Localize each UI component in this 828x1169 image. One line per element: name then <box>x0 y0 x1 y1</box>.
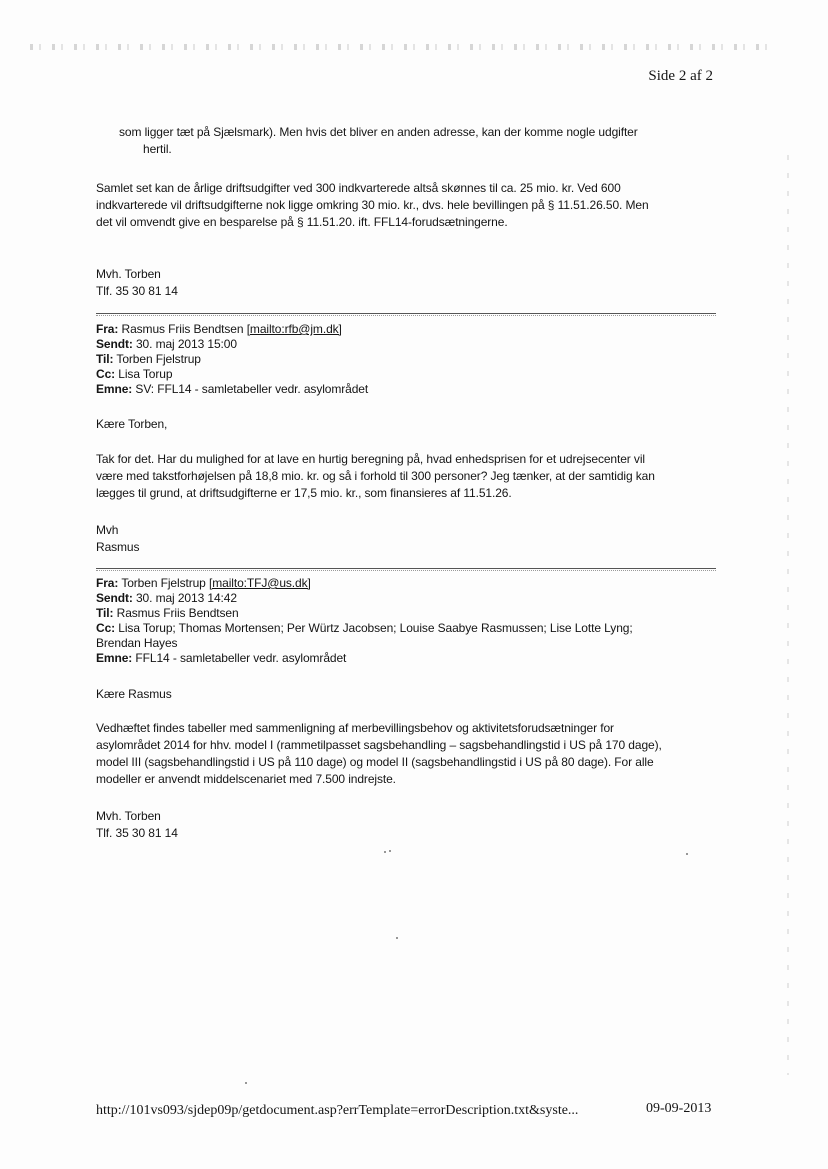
from-label: Fra: <box>96 576 119 590</box>
email2-from-row <box>96 576 311 590</box>
scan-speck <box>245 1082 247 1084</box>
email1-from-row <box>96 322 342 336</box>
signature-phone: Tlf. 35 30 81 14 <box>96 284 178 298</box>
email2-salutation: Kære Rasmus <box>96 687 172 701</box>
from-value: Torben Fjelstrup <box>121 576 206 590</box>
email1-cc-row <box>96 367 172 381</box>
cc-label: Cc: <box>96 367 116 381</box>
summary-line-1: Samlet set kan de årlige driftsudgifter ved 300 indkvarterede altså skønnes til ca. 25 mio. kr. Ved 600 <box>96 181 621 195</box>
email2-body-line-4: modeller er anvendt middelscenariet med 7.500 indrejste. <box>96 772 396 786</box>
cc-value: Lisa Torup; Thomas Mortensen; Per Würtz Jacobsen; Louise Saabye Rasmussen; Lise Lotte Lyng; <box>118 621 633 635</box>
summary-line-3: det vil omvendt give en besparelse på § 11.51.20. ift. FFL14-forudsætningerne. <box>96 215 508 229</box>
scan-speck <box>396 937 398 939</box>
cc-value: Lisa Torup <box>118 367 173 381</box>
continuation-line-1: som ligger tæt på Sjælsmark). Men hvis det bliver en anden adresse, kan der komme nogle udgifter <box>119 125 638 139</box>
subject-label: Emne: <box>96 651 133 665</box>
from-mailto-link[interactable]: [mailto:rfb@jm.dk] <box>246 322 342 336</box>
sent-value: 30. maj 2013 14:42 <box>135 591 237 605</box>
from-label: Fra: <box>96 322 119 336</box>
page-number: Side 2 af 2 <box>648 68 713 84</box>
from-value: Rasmus Friis Bendtsen <box>121 322 244 336</box>
email2-phone: Tlf. 35 30 81 14 <box>96 826 178 840</box>
email2-cc-continuation: Brendan Hayes <box>96 636 178 650</box>
email2-body-line-3: model III (sagsbehandlingstid i US på 110 dage) og model II (sagsbehandlingstid i US på 80 dage). For alle <box>96 755 654 769</box>
from-mailto-link[interactable]: [mailto:TFJ@us.dk] <box>209 576 311 590</box>
summary-line-2: indkvarterede vil driftsudgifterne nok ligge omkring 30 mio. kr., dvs. hele bevillingen på § 11.51.26.50. Men <box>96 198 649 212</box>
scan-speck <box>384 851 386 853</box>
continuation-line-2: hertil. <box>143 142 172 156</box>
email2-subject-row <box>96 651 346 665</box>
email1-name: Rasmus <box>96 540 140 554</box>
subject-value: FFL14 - samletabeller vedr. asylområdet <box>135 651 347 665</box>
scan-noise-top <box>30 44 775 50</box>
scan-noise-right <box>787 155 789 1075</box>
cc-label: Cc: <box>96 621 116 635</box>
email1-body-line-2: være med takstforhøjelsen på 18,8 mio. kr. og så i forhold til 300 personer? Jeg tænker, at der samtidig kan <box>96 469 655 483</box>
email2-body-line-1: Vedhæftet findes tabeller med sammenligning af merbevillingsbehov og aktivitetsforudsætninger for <box>96 721 614 735</box>
email2-cc-row <box>96 621 633 635</box>
email2-to-row <box>96 606 239 620</box>
subject-label: Emne: <box>96 382 133 396</box>
sent-label: Sendt: <box>96 591 133 605</box>
footer-url: http://101vs093/sjdep09p/getdocument.asp?errTemplate=errorDescription.txt&syste... <box>96 1103 579 1118</box>
separator-rule <box>96 313 716 314</box>
to-value: Torben Fjelstrup <box>116 352 201 366</box>
separator-rule <box>96 568 716 569</box>
sent-label: Sendt: <box>96 337 133 351</box>
to-label: Til: <box>96 606 114 620</box>
email1-body-line-1: Tak for det. Har du mulighed for at lave en hurtig beregning på, hvad enhedsprisen for et udrejsecenter vil <box>96 452 645 466</box>
sent-value: 30. maj 2013 15:00 <box>135 337 237 351</box>
email1-closing: Mvh <box>96 523 119 537</box>
footer-date: 09-09-2013 <box>646 1101 712 1116</box>
email2-closing: Mvh. Torben <box>96 809 161 823</box>
email1-salutation: Kære Torben, <box>96 417 168 431</box>
email2-body-line-2: asylområdet 2014 for hhv. model I (rammetilpasset sagsbehandling – sagsbehandlingstid i US på 170 dage), <box>96 738 662 752</box>
scan-speck <box>389 850 391 852</box>
email1-to-row <box>96 352 201 366</box>
email1-sent-row <box>96 337 237 351</box>
scan-speck <box>686 853 688 855</box>
email1-body-line-3: lægges til grund, at driftsudgifterne er 17,5 mio. kr., som finansieres af 11.51.26. <box>96 486 512 500</box>
to-label: Til: <box>96 352 114 366</box>
signature-greeting: Mvh. Torben <box>96 267 161 281</box>
to-value: Rasmus Friis Bendtsen <box>116 606 239 620</box>
subject-value: SV: FFL14 - samletabeller vedr. asylområdet <box>135 382 369 396</box>
email2-sent-row <box>96 591 237 605</box>
email1-subject-row <box>96 382 368 396</box>
